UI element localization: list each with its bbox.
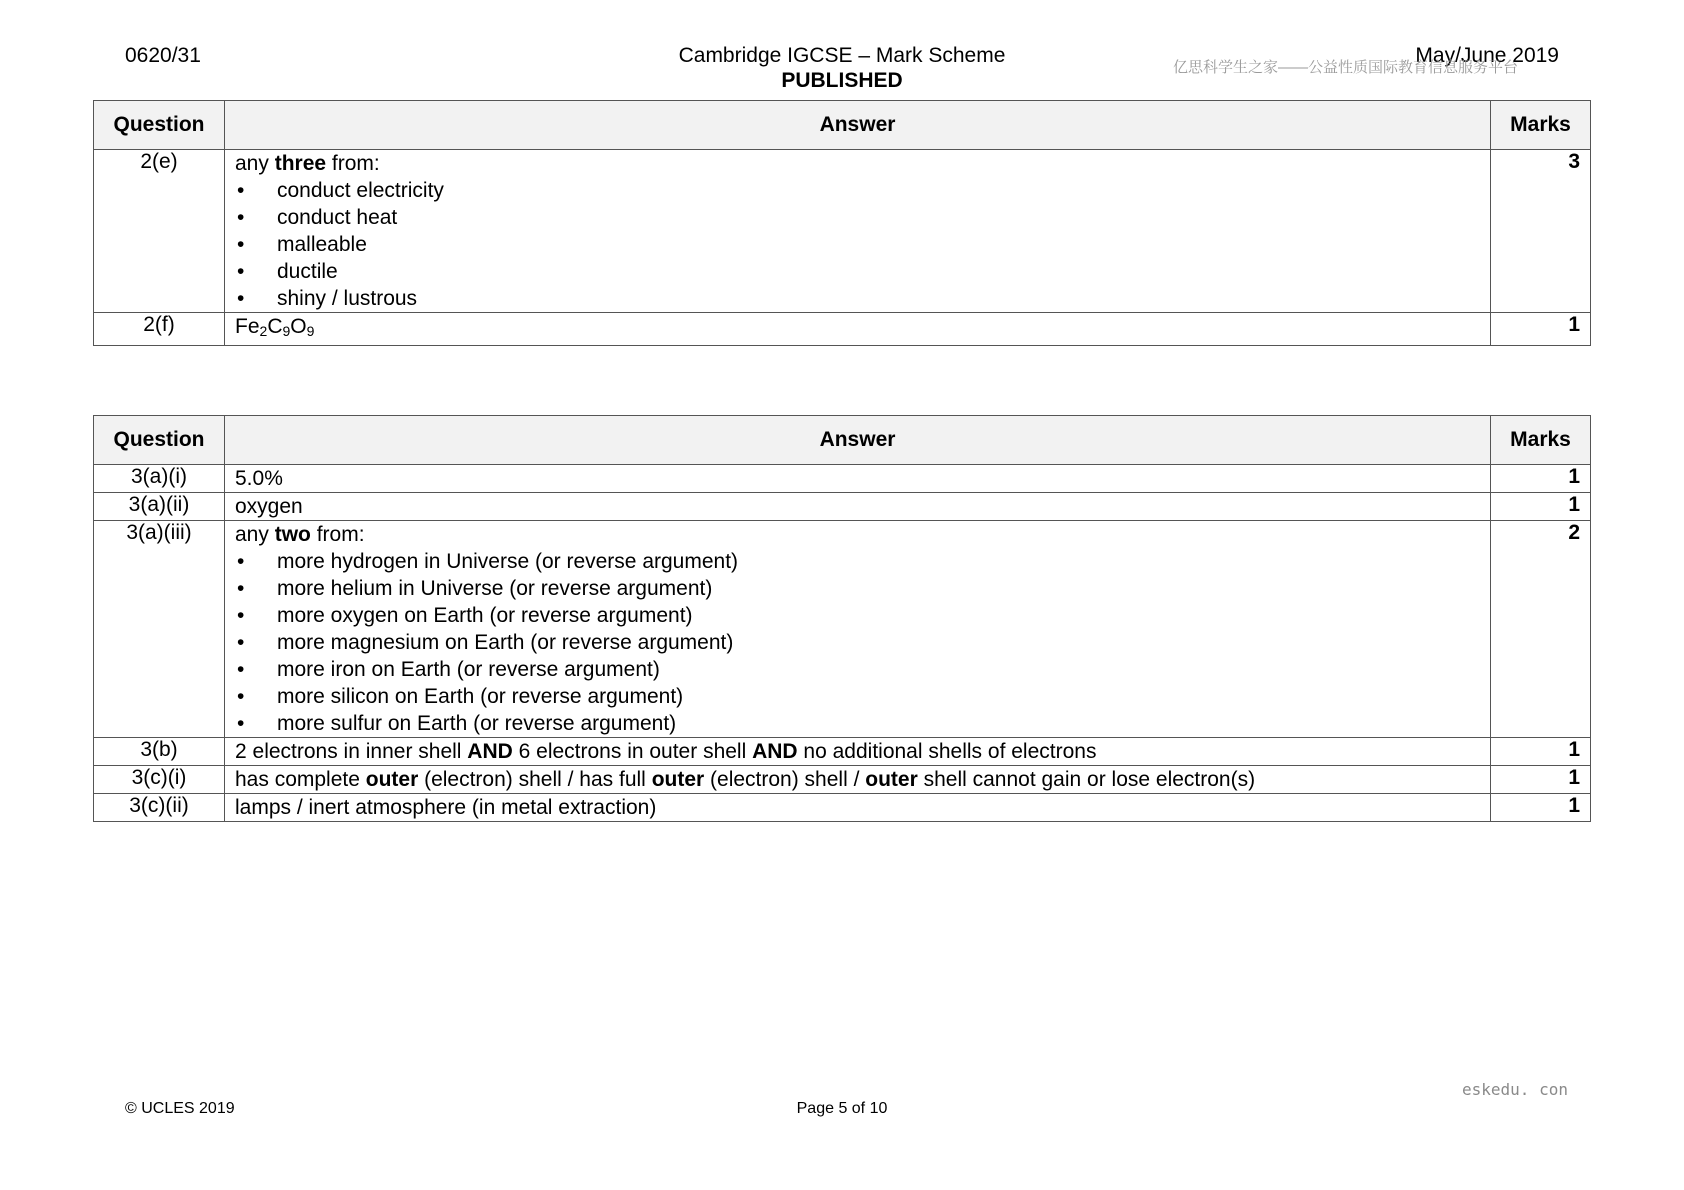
answer-cell: 5.0% (225, 465, 1491, 493)
answer-cell (225, 313, 1491, 346)
question-column-header: Question (94, 101, 225, 150)
answer-lead: any three from: (235, 152, 380, 175)
mark-scheme-table-q2 (93, 100, 1591, 346)
marks-value: 1 (1491, 794, 1591, 822)
list-item: • ductile (235, 258, 1480, 285)
table-row (94, 794, 1591, 822)
marks-value: 1 (1491, 738, 1591, 766)
question-number: 3(b) (94, 738, 225, 766)
watermark-text: 亿思科学生之家——公益性质国际教育信息服务平台 (1173, 59, 1519, 76)
copyright-notice: © UCLES 2019 (125, 1100, 235, 1117)
table-row (94, 766, 1591, 794)
table-row (94, 313, 1591, 346)
marks-value: 3 (1491, 150, 1591, 313)
table-row (94, 465, 1591, 493)
marks-value: 1 (1491, 313, 1591, 346)
table-row (94, 150, 1591, 313)
marks-value: 1 (1491, 465, 1591, 493)
answer-cell: has complete outer (electron) shell / has full outer (electron) shell / outer shell cannot gain or lose electron(s) (225, 766, 1491, 794)
answer-bullet-list (235, 177, 1480, 312)
published-label: PUBLISHED (781, 69, 903, 92)
table-row (94, 493, 1591, 521)
list-item: • conduct electricity (235, 177, 1480, 204)
list-item: • conduct heat (235, 204, 1480, 231)
marks-value: 1 (1491, 766, 1591, 794)
answer-column-header: Answer (225, 101, 1491, 150)
marks-column-header: Marks (1491, 101, 1591, 150)
answer-cell (225, 150, 1491, 313)
site-watermark: eskedu. con (1462, 1080, 1568, 1099)
table-row (94, 521, 1591, 738)
list-item: • malleable (235, 231, 1480, 258)
chemical-formula: $Fe_2C_9O_9$ (235, 315, 315, 339)
list-item: • more magnesium on Earth (or reverse argument) (235, 629, 1480, 656)
list-item: • more oxygen on Earth (or reverse argument) (235, 602, 1480, 629)
table-header-row (94, 101, 1591, 150)
marks-value: 1 (1491, 493, 1591, 521)
answer-lead: any two from: (235, 523, 365, 546)
question-number: 2(e) (94, 150, 225, 313)
answer-cell: 2 electrons in inner shell AND 6 electrons in outer shell AND no additional shells of electrons (225, 738, 1491, 766)
exam-session: May/June 2019 (1415, 44, 1559, 67)
list-item: • more hydrogen in Universe (or reverse argument) (235, 548, 1480, 575)
list-item: • more silicon on Earth (or reverse argument) (235, 683, 1480, 710)
paper-code: 0620/31 (125, 44, 201, 67)
document-title: Cambridge IGCSE – Mark Scheme (678, 44, 1006, 67)
question-number: 3(a)(iii) (94, 521, 225, 738)
question-number: 3(a)(i) (94, 465, 225, 493)
table-header-row (94, 416, 1591, 465)
marks-column-header: Marks (1491, 416, 1591, 465)
question-number: 3(c)(i) (94, 766, 225, 794)
answer-cell: lamps / inert atmosphere (in metal extraction) (225, 794, 1491, 822)
question-column-header: Question (94, 416, 225, 465)
answer-cell (225, 521, 1491, 738)
question-number: 2(f) (94, 313, 225, 346)
list-item: • more iron on Earth (or reverse argument) (235, 656, 1480, 683)
table-row (94, 738, 1591, 766)
mark-scheme-table-q3 (93, 415, 1591, 822)
list-item: • shiny / lustrous (235, 285, 1480, 312)
question-number: 3(a)(ii) (94, 493, 225, 521)
page-number: Page 5 of 10 (796, 1100, 888, 1117)
list-item: • more helium in Universe (or reverse argument) (235, 575, 1480, 602)
list-item: • more sulfur on Earth (or reverse argument) (235, 710, 1480, 737)
answer-bullet-list (235, 548, 1480, 737)
question-number: 3(c)(ii) (94, 794, 225, 822)
marks-value: 2 (1491, 521, 1591, 738)
answer-cell: oxygen (225, 493, 1491, 521)
answer-column-header: Answer (225, 416, 1491, 465)
